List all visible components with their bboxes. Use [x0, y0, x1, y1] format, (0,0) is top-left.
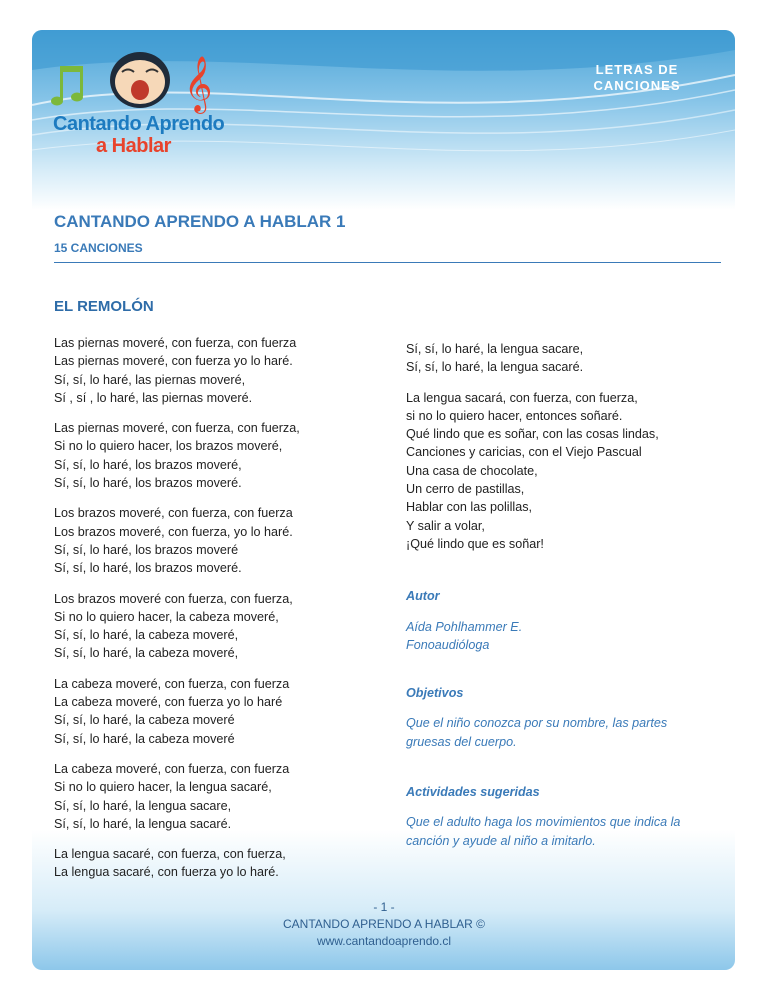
logo-subtitle: a Hablar [96, 135, 171, 157]
lyric-line: La lengua sacaré, con fuerza yo lo haré. [54, 865, 279, 880]
stanza [54, 675, 389, 748]
lyric-line: Si no lo quiero hacer, la cabeza moveré, [54, 609, 279, 624]
stanza [54, 334, 389, 407]
lyric-line: Sí, sí, lo haré, la lengua sacare, [54, 798, 232, 813]
lyric-line: La lengua sacará, con fuerza, con fuerza, [406, 390, 638, 405]
author-name: Aída Pohlhammer E. [406, 619, 523, 634]
lyric-line: Sí, sí, lo haré, los brazos moveré [54, 542, 239, 557]
objectives-section [406, 684, 726, 751]
document-title: CANTANDO APRENDO A HABLAR 1 [54, 212, 346, 231]
lyric-line: Un cerro de pastillas, [406, 482, 525, 497]
section-label [572, 62, 702, 94]
lyric-line: Las piernas moveré, con fuerza, con fuerza [54, 336, 297, 350]
lyric-line: Sí, sí, lo haré, la cabeza moveré [54, 713, 235, 728]
lyric-line: Sí, sí, lo haré, la cabeza moveré, [54, 646, 239, 661]
lyric-line: Si no lo quiero hacer, los brazos moveré, [54, 439, 283, 454]
author-role: Fonoaudióloga [406, 637, 490, 652]
lyric-line: ¡Qué lindo que es soñar! [406, 536, 544, 551]
activities-heading: Actividades sugeridas [406, 785, 540, 800]
stanza [54, 590, 389, 663]
stanza [54, 504, 389, 577]
section-label-line1: LETRAS DE [595, 62, 679, 77]
title-divider [54, 262, 721, 263]
stanza [54, 419, 389, 492]
treble-clef-icon [184, 56, 212, 114]
stanza [406, 389, 726, 554]
lyric-line: Si no lo quiero hacer, la lengua sacaré, [54, 780, 272, 795]
page-number: - 1 - [373, 900, 395, 914]
lyric-line: Sí, sí, lo haré, los brazos moveré. [54, 476, 242, 491]
stanza [406, 340, 726, 377]
author-heading: Autor [406, 589, 440, 604]
lyric-line: Los brazos moveré, con fuerza, yo lo haré. [54, 524, 293, 539]
lyric-line: Sí , sí , lo haré, las piernas moveré. [54, 390, 253, 405]
section-label-line2: CANCIONES [593, 78, 681, 93]
document-subtitle: 15 CANCIONES [54, 241, 143, 255]
lyric-line: Sí, sí, lo haré, la lengua sacaré. [54, 816, 232, 831]
activities-text-line: Que el adulto haga los movimientos que indica la [406, 815, 681, 830]
lyric-line: La cabeza moveré, con fuerza yo lo haré [54, 695, 283, 710]
svg-text:𝄞: 𝄞 [184, 56, 213, 112]
lyric-line: Canciones y caricias, con el Viejo Pascual [406, 445, 642, 460]
lyric-line: si no lo quiero hacer, entonces soñaré. [406, 408, 623, 423]
activities-section [406, 783, 726, 850]
objectives-heading: Objetivos [406, 686, 464, 701]
lyric-line: La lengua sacaré, con fuerza, con fuerza, [54, 847, 286, 862]
song-title: EL REMOLÓN [54, 298, 154, 315]
lyric-line: Una casa de chocolate, [406, 463, 538, 478]
logo-title: Cantando Aprendo [53, 113, 225, 135]
author-section [406, 587, 726, 654]
lyric-line: Hablar con las polillas, [406, 500, 532, 515]
lyric-line: Sí, sí, lo haré, la lengua sacare, [406, 342, 584, 356]
lyric-line: Sí, sí, lo haré, la lengua sacaré. [406, 360, 584, 375]
lyric-line: Sí, sí, lo haré, las piernas moveré, [54, 372, 246, 387]
lyric-line: Los brazos moveré, con fuerza, con fuerza [54, 506, 293, 521]
objectives-text-line: Que el niño conozca por su nombre, las partes [406, 716, 668, 731]
lyrics-left-column [54, 334, 389, 894]
activities-text-line: canción y ayude al niño a imitarlo. [406, 833, 596, 848]
footer-website-link[interactable]: www.cantandoaprendo.cl [316, 934, 452, 948]
lyric-line: Sí, sí, lo haré, los brazos moveré, [54, 457, 242, 472]
lyric-line: Sí, sí, lo haré, la cabeza moveré [54, 731, 235, 746]
singing-child-icon [110, 52, 170, 108]
stanza [54, 760, 389, 833]
lyric-line: Qué lindo que es soñar, con las cosas lindas, [406, 427, 659, 442]
lyric-line: La cabeza moveré, con fuerza, con fuerza [54, 676, 290, 691]
objectives-text-line: gruesas del cuerpo. [406, 734, 517, 749]
stanza [54, 845, 389, 882]
music-note-icon [51, 66, 83, 106]
page-footer [0, 899, 768, 950]
lyrics-right-column [406, 340, 726, 850]
lyric-line: Sí, sí, lo haré, los brazos moveré. [54, 561, 242, 576]
lyric-line: Y salir a volar, [406, 518, 485, 533]
lyric-line: Sí, sí, lo haré, la cabeza moveré, [54, 628, 239, 643]
lyric-line: Los brazos moveré con fuerza, con fuerza, [54, 591, 293, 606]
lyric-line: Las piernas moveré, con fuerza, con fuerza, [54, 421, 300, 436]
lyric-line: Las piernas moveré, con fuerza yo lo haré. [54, 354, 293, 369]
lyric-line: La cabeza moveré, con fuerza, con fuerza [54, 761, 290, 776]
footer-copyright: CANTANDO APRENDO A HABLAR © [282, 917, 485, 931]
